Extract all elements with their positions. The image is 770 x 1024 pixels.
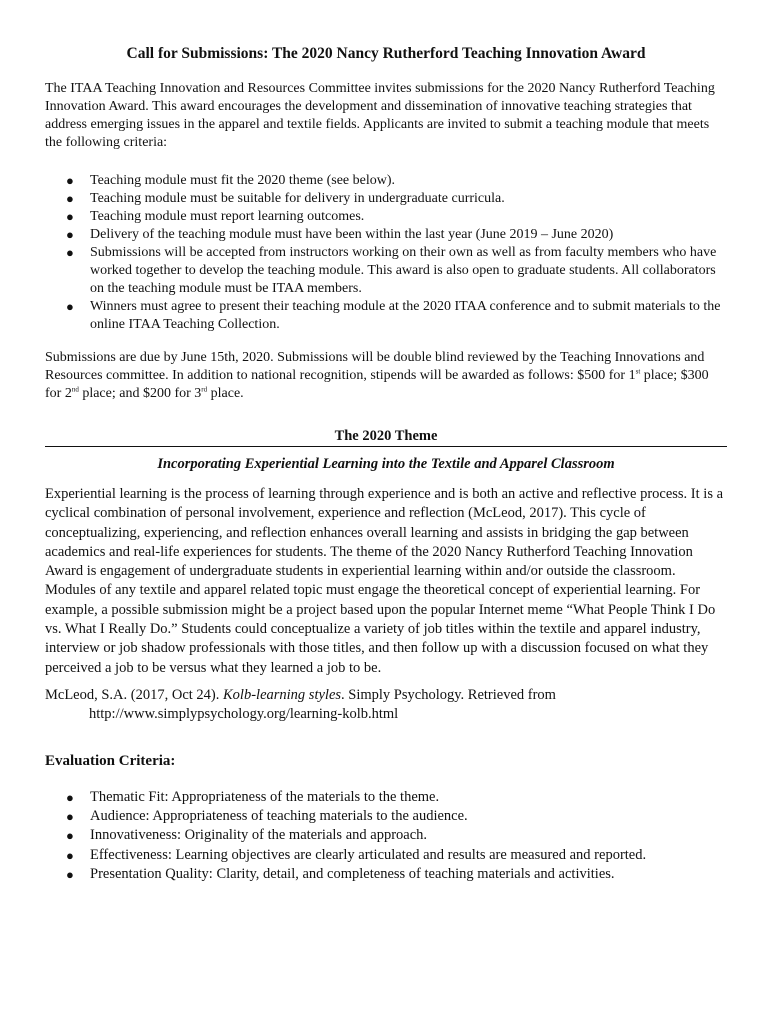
criteria-list bbox=[45, 172, 727, 334]
bullet-icon: ● bbox=[66, 245, 74, 260]
bullet-icon: ● bbox=[66, 847, 74, 863]
list-item: ● Teaching module must report learning outcomes. bbox=[66, 209, 365, 224]
list-item: ● Effectiveness: Learning objectives are clearly articulated and results are measured and reported. bbox=[45, 846, 727, 865]
bullet-icon: ● bbox=[66, 191, 74, 206]
list-item: ● Thematic Fit: Appropriateness of the materials to the theme. bbox=[45, 788, 727, 807]
submissions-paragraph: Submissions are due by June 15th, 2020. Submissions will be double blind reviewed by the Teaching Innovations and Resources committee. In addition to national recognition, stipends will be awarded as follows: $500 for 1st place; $300 for 2nd place; and $200 for 3rd place. bbox=[45, 350, 709, 401]
theme-subtitle: Incorporating Experiential Learning into the Textile and Apparel Classroom bbox=[157, 456, 615, 472]
bullet-icon: ● bbox=[66, 789, 74, 805]
list-item: ● Teaching module must be suitable for delivery in undergraduate curricula. bbox=[66, 191, 505, 206]
list-item: ● Presentation Quality: Clarity, detail, and completeness of teaching materials and activities. bbox=[45, 865, 727, 884]
list-item: ● Submissions will be accepted from instructors working on their own as well as from faculty members who have worked together to develop the teaching module. This award is also open to graduate students. All collaborators on the teaching module must be ITAA members. bbox=[66, 245, 717, 296]
document-title: Call for Submissions: The 2020 Nancy Rutherford Teaching Innovation Award bbox=[126, 45, 646, 62]
bullet-icon: ● bbox=[66, 866, 74, 882]
evaluation-list bbox=[45, 788, 727, 884]
list-item: ● Audience: Appropriateness of teaching materials to the audience. bbox=[45, 807, 727, 826]
bullet-icon: ● bbox=[66, 809, 74, 825]
bullet-icon: ● bbox=[66, 227, 74, 242]
document-page bbox=[45, 44, 727, 884]
list-item: ● Delivery of the teaching module must have been within the last year (June 2019 – June 2020) bbox=[66, 227, 614, 242]
reference-citation: McLeod, S.A. (2017, Oct 24). Kolb-learning styles. Simply Psychology. Retrieved from http://www.simplypsychology.org/learning-kolb.html bbox=[45, 686, 556, 722]
evaluation-heading: Evaluation Criteria: bbox=[45, 752, 176, 769]
list-item: ● Teaching module must fit the 2020 theme (see below). bbox=[66, 173, 395, 188]
bullet-icon: ● bbox=[66, 173, 74, 188]
theme-paragraph: Experiential learning is the process of learning through experience and is both an active and reflective process. It is a cyclical combination of personal involvement, experience and reflection (McLeod, 2017). This cycle of conceptualizing, experiencing, and reflection enhances overall learning and assists in bridging the gap between academics and real-life experiences for students. The theme of the 2020 Nancy Rutherford Teaching Innovation Award is engagement of undergraduate students in experiential learning within and/or outside the classroom. Modules of any textile and apparel related topic must engage the theoretical concept of experiential learning. For example, a possible submission might be a project based upon the popular Internet meme “What People Think I Do vs. What I Really Do.” Students could conceptualize a variety of job titles within the textile and apparel industry, interview or job shadow professionals with those titles, and then follow up with a discussion focused on what they perceived a job to be versus what they learned a job to be. bbox=[45, 486, 724, 676]
intro-paragraph: The ITAA Teaching Innovation and Resources Committee invites submissions for the 2020 Nancy Rutherford Teaching Innovation Award. This award encourages the development and dissemination of innovative teaching strategies that address emerging issues in the apparel and textile fields. Applicants are invited to submit a teaching module that meets the following criteria: bbox=[45, 81, 715, 150]
bullet-icon: ● bbox=[66, 828, 74, 844]
list-item: ● Winners must agree to present their teaching module at the 2020 ITAA conference and to submit materials to the online ITAA Teaching Collection. bbox=[66, 299, 721, 332]
bullet-icon: ● bbox=[66, 299, 74, 314]
bullet-icon: ● bbox=[66, 209, 74, 224]
list-item: ● Innovativeness: Originality of the materials and approach. bbox=[45, 826, 727, 845]
theme-heading: The 2020 Theme bbox=[45, 427, 727, 447]
